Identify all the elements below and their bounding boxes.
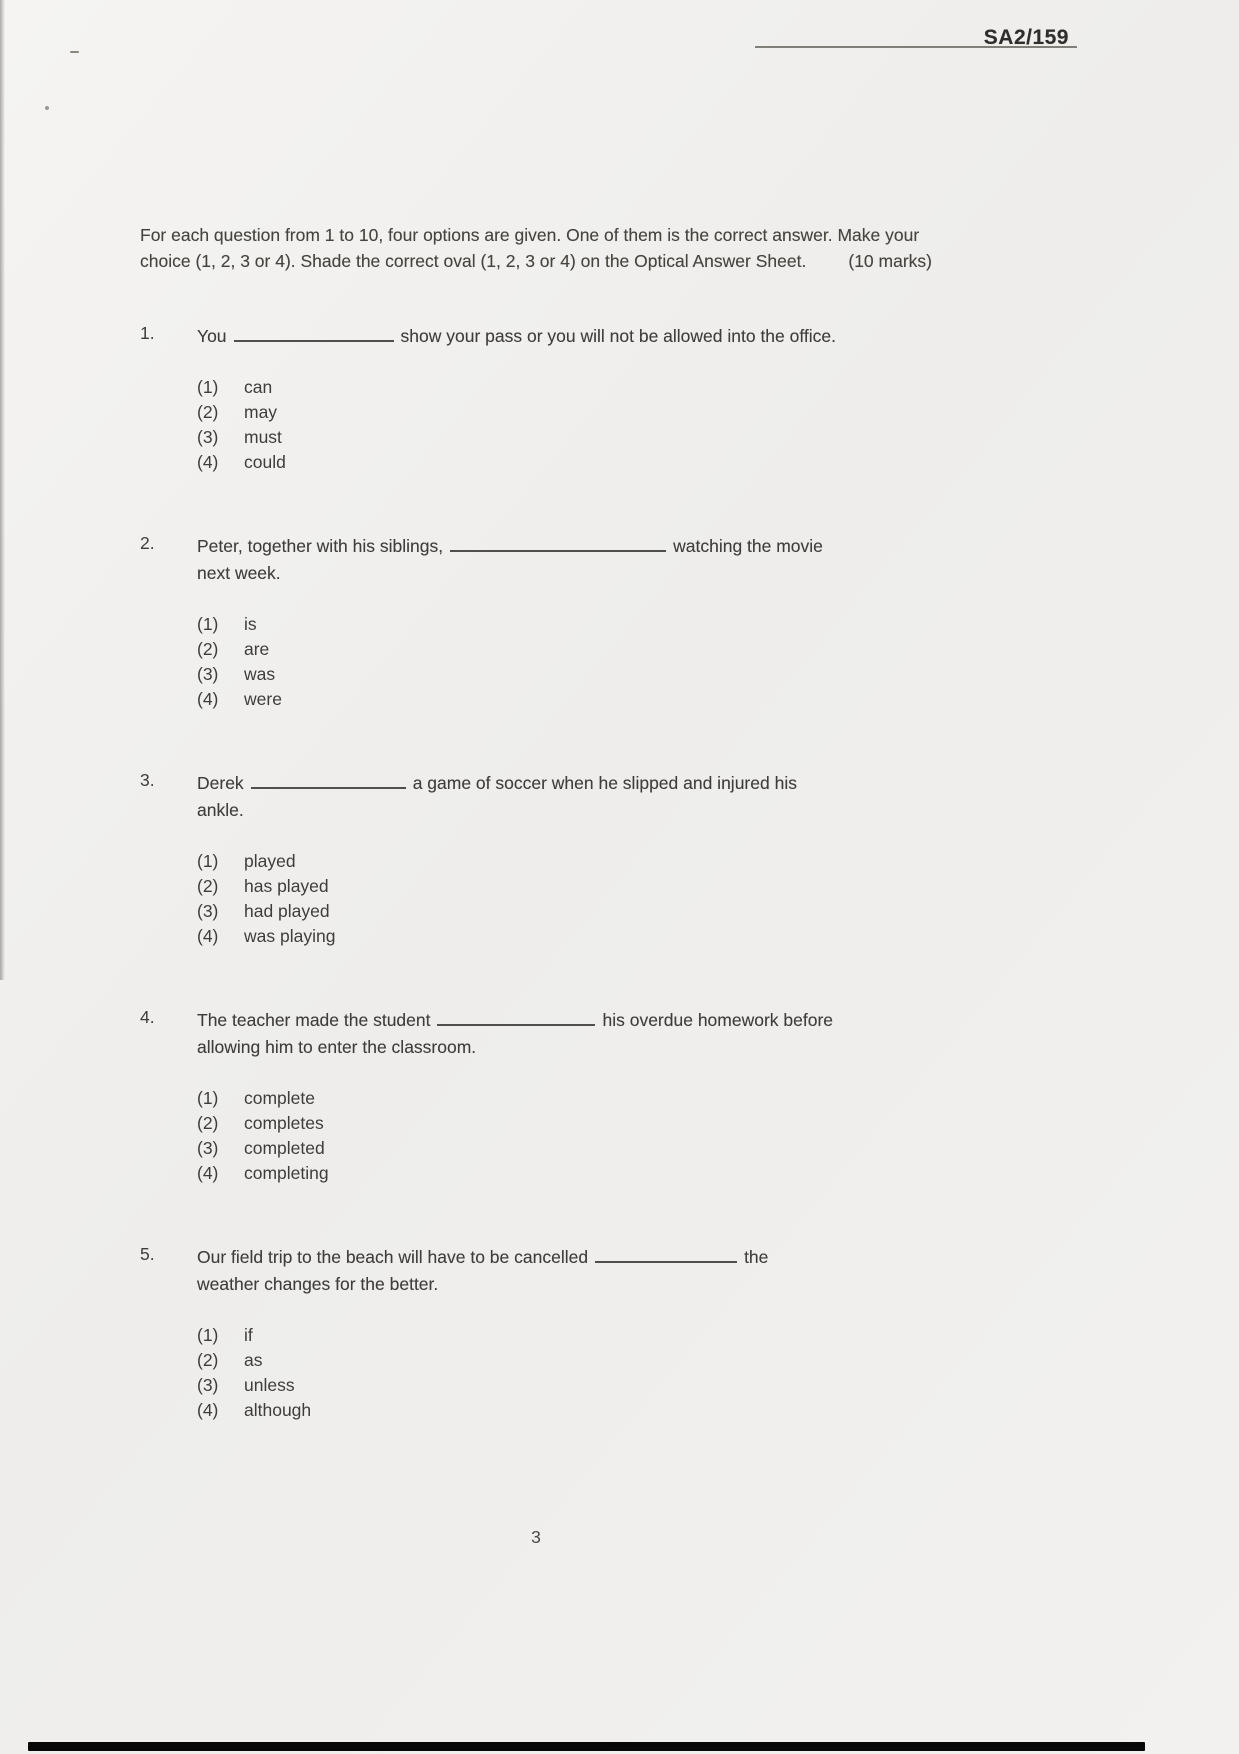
- options-list: [197, 1323, 932, 1423]
- option-label: complete: [244, 1088, 316, 1108]
- option-label: was: [244, 664, 276, 684]
- option-label: has played: [244, 876, 329, 896]
- question-body: [197, 1007, 932, 1186]
- question-text-after-blank: show your pass or you will not be allowed into the office.: [400, 326, 837, 346]
- option-row: [197, 1323, 932, 1348]
- option-label: was playing: [244, 926, 336, 946]
- question-text-after-blank: watching the movie: [673, 536, 823, 556]
- question-body: [197, 770, 932, 949]
- question-number: 2.: [140, 533, 155, 553]
- option-label: if: [244, 1325, 253, 1345]
- option-number: (2): [197, 876, 219, 896]
- option-row: [197, 612, 932, 637]
- option-label: must: [244, 427, 282, 447]
- instructions-text: For each question from 1 to 10, four options are given. One of them is the correct answer. Make your choice (1, 2, 3 or 4). Shade the correct oval (1, 2, 3 or 4) on the Optical Answer Sheet.: [140, 225, 920, 271]
- option-label: played: [244, 851, 296, 871]
- option-row: [197, 400, 932, 425]
- option-label: although: [244, 1400, 312, 1420]
- questions-list: [140, 323, 932, 1423]
- option-row: [197, 1348, 932, 1373]
- option-number: (2): [197, 1113, 219, 1133]
- option-label: are: [244, 639, 270, 659]
- option-label: can: [244, 377, 273, 397]
- option-label: completes: [244, 1113, 324, 1133]
- option-row: [197, 1373, 932, 1398]
- question-body: [197, 533, 932, 712]
- option-number: (1): [197, 851, 219, 871]
- option-number: (4): [197, 452, 219, 472]
- option-number: (4): [197, 689, 219, 709]
- options-list: [197, 1086, 932, 1186]
- answer-blank: [234, 327, 394, 342]
- option-number: (2): [197, 402, 219, 422]
- option-row: [197, 637, 932, 662]
- question-text-before-blank: Our field trip to the beach will have to be cancelled: [197, 1247, 589, 1267]
- option-label: could: [244, 452, 286, 472]
- option-row: [197, 687, 932, 712]
- option-number: (3): [197, 1375, 219, 1395]
- question-text-after-blank: his overdue homework before: [602, 1010, 834, 1030]
- option-row: [197, 1086, 932, 1111]
- option-row: [197, 899, 932, 924]
- option-number: (1): [197, 1325, 219, 1345]
- question-text: [197, 1244, 932, 1298]
- question-body: [197, 1244, 932, 1423]
- options-list: [197, 375, 932, 475]
- options-list: [197, 849, 932, 949]
- answer-blank: [251, 774, 406, 789]
- question-text-line2: weather changes for the better.: [197, 1274, 439, 1294]
- question-text-line2: allowing him to enter the classroom.: [197, 1037, 477, 1057]
- option-row: [197, 1398, 932, 1423]
- instructions-block: [140, 222, 932, 274]
- option-label: completing: [244, 1163, 329, 1183]
- question: [140, 1244, 932, 1423]
- question: [140, 533, 932, 712]
- option-number: (2): [197, 1350, 219, 1370]
- option-label: is: [244, 614, 257, 634]
- option-label: as: [244, 1350, 263, 1370]
- option-row: [197, 662, 932, 687]
- option-row: [197, 425, 932, 450]
- option-row: [197, 1111, 932, 1136]
- question-text-line2: next week.: [197, 563, 281, 583]
- question-text-before-blank: The teacher made the student: [197, 1010, 431, 1030]
- marks-label: (10 marks): [848, 251, 932, 271]
- question-number: 5.: [140, 1244, 155, 1264]
- option-number: (4): [197, 1163, 219, 1183]
- question-text-after-blank: a game of soccer when he slipped and injured his: [412, 773, 797, 793]
- option-number: (1): [197, 377, 219, 397]
- answer-blank: [437, 1011, 595, 1026]
- option-label: unless: [244, 1375, 295, 1395]
- question: [140, 770, 932, 949]
- option-number: (3): [197, 664, 219, 684]
- question-text-before-blank: Derek: [197, 773, 244, 793]
- option-number: (4): [197, 1400, 219, 1420]
- question: [140, 1007, 932, 1186]
- question: [140, 323, 932, 475]
- bottom-scan-bar: [28, 1742, 1145, 1751]
- option-row: [197, 450, 932, 475]
- option-row: [197, 924, 932, 949]
- question-text: [197, 770, 932, 824]
- option-number: (3): [197, 901, 219, 921]
- paper-code: SA2/159: [983, 26, 1069, 49]
- option-row: [197, 874, 932, 899]
- question-number: 1.: [140, 323, 155, 343]
- option-number: (3): [197, 427, 219, 447]
- question-text-before-blank: Peter, together with his siblings,: [197, 536, 444, 556]
- option-label: completed: [244, 1138, 325, 1158]
- question-text-before-blank: You: [197, 326, 227, 346]
- question-text: [197, 323, 932, 350]
- option-number: (2): [197, 639, 219, 659]
- answer-blank: [595, 1248, 737, 1263]
- option-row: [197, 1161, 932, 1186]
- option-number: (3): [197, 1138, 219, 1158]
- question-body: [197, 323, 932, 475]
- option-number: (1): [197, 1088, 219, 1108]
- question-text: [197, 533, 932, 587]
- question-number: 3.: [140, 770, 155, 790]
- option-label: may: [244, 402, 278, 422]
- option-number: (1): [197, 614, 219, 634]
- options-list: [197, 612, 932, 712]
- option-row: [197, 375, 932, 400]
- exam-content: [140, 222, 932, 1548]
- answer-blank: [450, 537, 666, 552]
- option-label: had played: [244, 901, 330, 921]
- option-number: (4): [197, 926, 219, 946]
- question-number: 4.: [140, 1007, 155, 1027]
- question-text: [197, 1007, 932, 1061]
- scan-edge-shadow: [0, 0, 5, 980]
- scan-artifact: [45, 106, 49, 110]
- scan-artifact: [70, 51, 79, 53]
- page-number: 3: [531, 1527, 541, 1547]
- option-row: [197, 1136, 932, 1161]
- option-label: were: [244, 689, 282, 709]
- question-text-after-blank: the: [744, 1247, 769, 1267]
- option-row: [197, 849, 932, 874]
- question-text-line2: ankle.: [197, 800, 244, 820]
